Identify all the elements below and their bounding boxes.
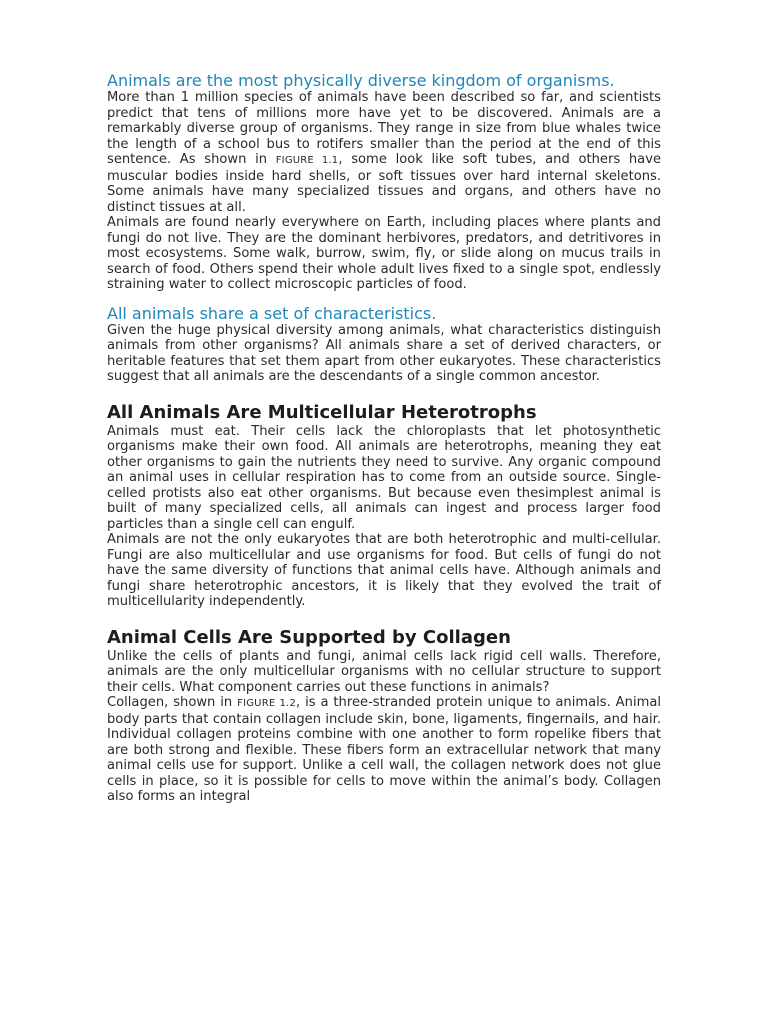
paragraph-derived-characters: Given the huge physical diversity among animals, what characteristics distinguish animals from other organisms? All animals share a set of derived characters, or heritable features that set them apart from other eukaryotes. These characteristics suggest that all animals are the descendants of a single common ancestor. — [107, 322, 661, 384]
figure-reference: FIGURE 1.1 — [275, 155, 339, 166]
paragraph-text: More than 1 million species of animals have been described so far, and scientists predict that tens of millions more have yet to be discovered. Animals are a remarkably diverse group of organisms. They range in size from blue whales twice the length of a school bus to rotifers smaller than the period at the end of this sentence. As shown in — [107, 90, 661, 167]
paragraph-animals-must-eat: Animals must eat. Their cells lack the chloroplasts that let photosynthetic organisms make their own food. All animals are heterotrophs, meaning they eat other organisms to gain the nutrients they need to survive. Any organic compound an animal uses in cellular respiration has to come from an outside source. Single-celled protists also eat other organisms. But because even thesimplest animal is built of many specialized cells, all animals can ingest and process larger food particles than a single cell can engulf. — [107, 423, 661, 532]
paragraph-text: , some look like soft tubes, and others have muscular bodies inside hard shells, or soft tissues over hard internal skeletons. Some animals have many specialized tissues and organs, and others have no distinct tissues at all. — [107, 152, 662, 215]
paragraph-no-cell-walls: Unlike the cells of plants and fungi, animal cells lack rigid cell walls. Therefore, animals are the only multicellular organisms with no cellular structure to support their cells. What component carries out these functions in animals? — [107, 648, 661, 695]
paragraph-text: , is a three-stranded protein unique to animals. Animal body parts that contain collagen include skin, bone, ligaments, fingernails, and hair. Individual collagen proteins combine with one another to form ropelike fibers that are both strong and flexible. These fibers form an extracellular network that many animal cells use for support. Unlike a cell wall, the collagen network does not glue cells in place, so it is possible for cells to move within the animal’s body. Collagen also forms an integral — [107, 695, 661, 804]
section-heading-diverse-kingdom: Animals are the most physically diverse kingdom of organisms. — [107, 71, 615, 90]
paragraph-species-diversity — [107, 90, 661, 215]
section-heading-heterotrophs: All Animals Are Multicellular Heterotrophs — [107, 401, 537, 423]
section-heading-collagen: Animal Cells Are Supported by Collagen — [107, 626, 511, 648]
paragraph-collagen-protein — [107, 695, 661, 805]
figure-reference: FIGURE 1.2 — [237, 698, 297, 709]
section-heading-shared-characteristics: All animals share a set of characteristics. — [107, 303, 437, 323]
paragraph-multicellular-fungi: Animals are not the only eukaryotes that are both heterotrophic and multi-cellular. Fungi are also multicellular and use organisms for food. But cells of fungi do not have the same diversity of functions that animal cells have. Although animals and fungi share heterotrophic ancestors, it is likely that they evolved the trait of multicellularity independently. — [107, 532, 661, 609]
paragraph-text: Collagen, shown in — [107, 695, 238, 710]
paragraph-habitats: Animals are found nearly everywhere on Earth, including places where plants and fungi do not live. They are the dominant herbivores, predators, and detritivores in most ecosystems. Some walk, burrow, swim, fly, or slide along on mucus trails in search of food. Others spend their whole adult lives fixed to a single spot, endlessly straining water to collect microscopic particles of food. — [107, 215, 661, 292]
